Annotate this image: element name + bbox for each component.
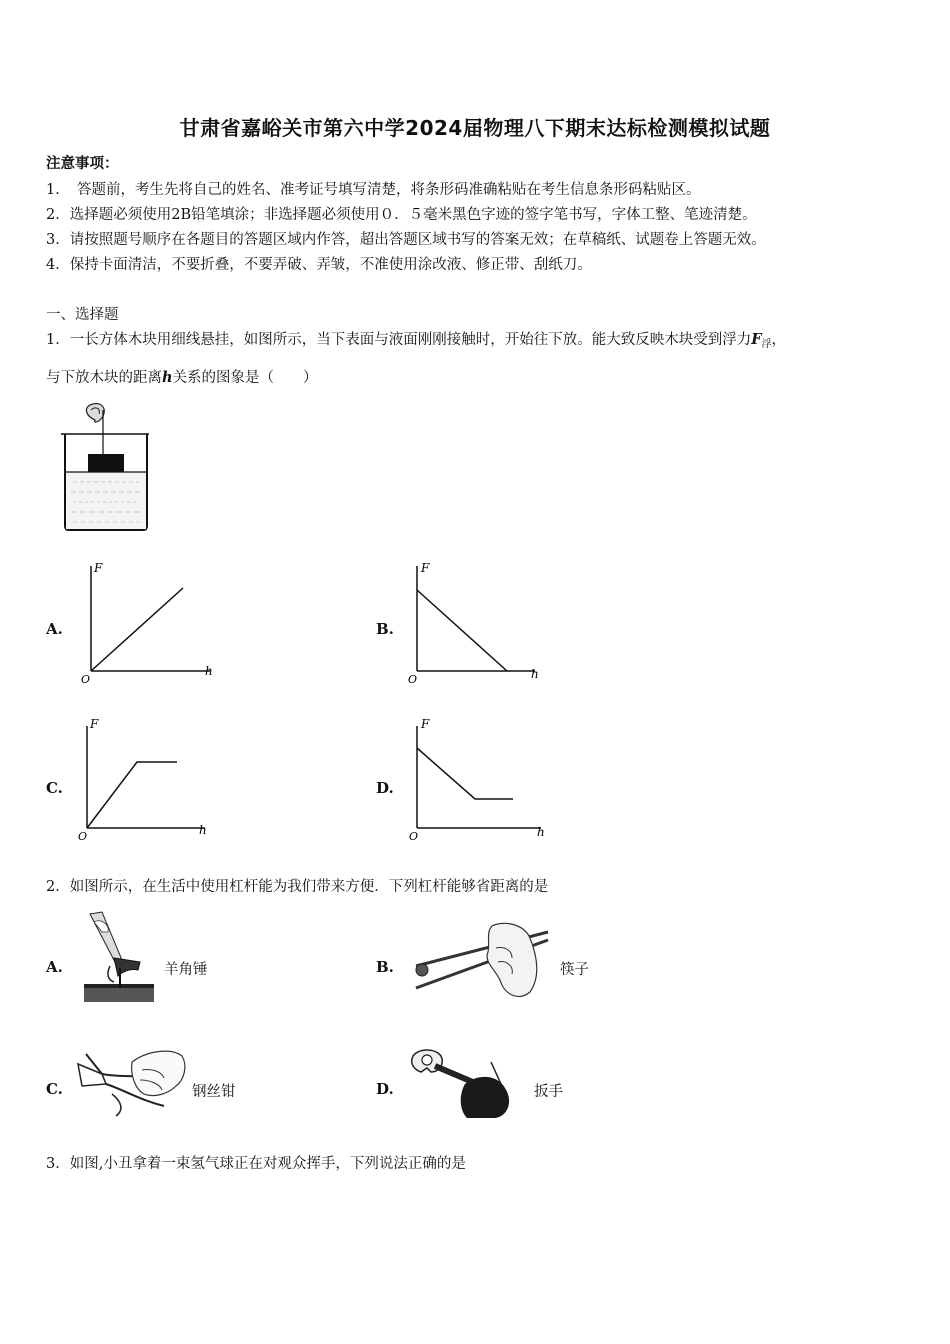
q1-option-b-graph[interactable]	[403, 556, 553, 686]
q2-option-d-label[interactable]: D.	[376, 1080, 394, 1098]
graph-c-origin: O	[78, 830, 88, 843]
notice-item-3: 3．请按照题号顺序在各题目的答题区域内作答，超出答题区域书写的答案无效；在草稿纸、试题卷上答题无效。	[46, 232, 766, 248]
q2-option-a-name: 羊角锤	[164, 962, 208, 978]
q2-text: 2．如图所示，在生活中使用杠杆能为我们带来方便．下列杠杆能够省距离的是	[46, 879, 549, 895]
wrench-image[interactable]	[405, 1044, 523, 1120]
q1-h-symbol: h	[162, 369, 173, 386]
q2-option-b-label[interactable]: B.	[376, 958, 394, 976]
graph-b-origin: O	[408, 673, 418, 686]
q1-text-2a: 与下放木块的距离	[46, 370, 162, 386]
pliers-image[interactable]	[72, 1044, 190, 1120]
notice-heading: 注意事项：	[46, 155, 119, 172]
q2-option-c-label[interactable]: C.	[46, 1080, 63, 1098]
graph-b-y-label: F	[421, 561, 430, 575]
q1-option-b-label[interactable]: B.	[376, 620, 394, 638]
chopsticks-image[interactable]	[408, 918, 553, 1002]
q1-option-d-label[interactable]: D.	[376, 779, 394, 797]
page-title: 甘肃省嘉峪关市第六中学2024届物理八下期末达标检测模拟试题	[179, 116, 771, 140]
claw-hammer-image[interactable]	[80, 908, 156, 1004]
graph-d-line	[417, 748, 513, 799]
q1-force-sub: 浮	[761, 339, 772, 350]
graph-a-origin: O	[81, 673, 91, 686]
graph-a-x-label: h	[205, 664, 213, 678]
graph-a-line	[91, 588, 183, 671]
section-heading: 一、选择题	[46, 307, 119, 323]
notice-item-4: 4．保持卡面清洁，不要折叠，不要弄破、弄皱，不准使用涂改液、修正带、刮纸刀。	[46, 257, 592, 273]
q3-text: 3．如图,小丑拿着一束氢气球正在对观众挥手，下列说法正确的是	[46, 1156, 466, 1172]
q2-option-c-name: 钢丝钳	[192, 1084, 236, 1100]
graph-d-origin: O	[409, 830, 419, 843]
q1-option-c-label[interactable]: C.	[46, 779, 63, 797]
q2-option-a-label[interactable]: A.	[46, 958, 63, 976]
beaker-figure	[55, 398, 155, 533]
graph-c-x-label: h	[199, 823, 207, 837]
q1-text-1: 1．一长方体木块用细线悬挂，如图所示，当下表面与液面刚刚接触时，开始往下放。能大致反映木块受到浮力	[46, 332, 752, 348]
notice-item-1: 1． 答题前，考生先将自己的姓名、准考证号填写清楚，将条形码准确粘贴在考生信息条形码粘贴区。	[46, 182, 701, 198]
q1-line2	[46, 366, 318, 387]
q1-force-symbol: F	[751, 331, 762, 348]
q1-option-a-graph[interactable]	[75, 556, 225, 686]
q1-option-a-label[interactable]: A.	[46, 620, 63, 638]
graph-b-x-label: h	[531, 667, 539, 681]
q1-line1	[46, 328, 786, 350]
q1-option-d-graph[interactable]	[403, 712, 553, 844]
graph-d-y-label: F	[421, 717, 430, 731]
q1-text-2b: 关系的图象是（ ）	[172, 370, 318, 386]
q1-comma: ，	[771, 332, 787, 348]
q2-option-d-name: 扳手	[534, 1084, 563, 1100]
graph-c-y-label: F	[90, 717, 99, 731]
graph-b-line	[417, 590, 507, 671]
graph-c-line	[87, 762, 177, 828]
graph-d-x-label: h	[537, 825, 545, 839]
q1-option-c-graph[interactable]	[75, 712, 225, 844]
q2-option-b-name: 筷子	[560, 962, 589, 978]
notice-item-2: 2．选择题必须使用2B铅笔填涂；非选择题必须使用０．５毫米黑色字迹的签字笔书写，字体工整、笔迹清楚。	[46, 207, 757, 223]
graph-a-y-label: F	[94, 561, 103, 575]
